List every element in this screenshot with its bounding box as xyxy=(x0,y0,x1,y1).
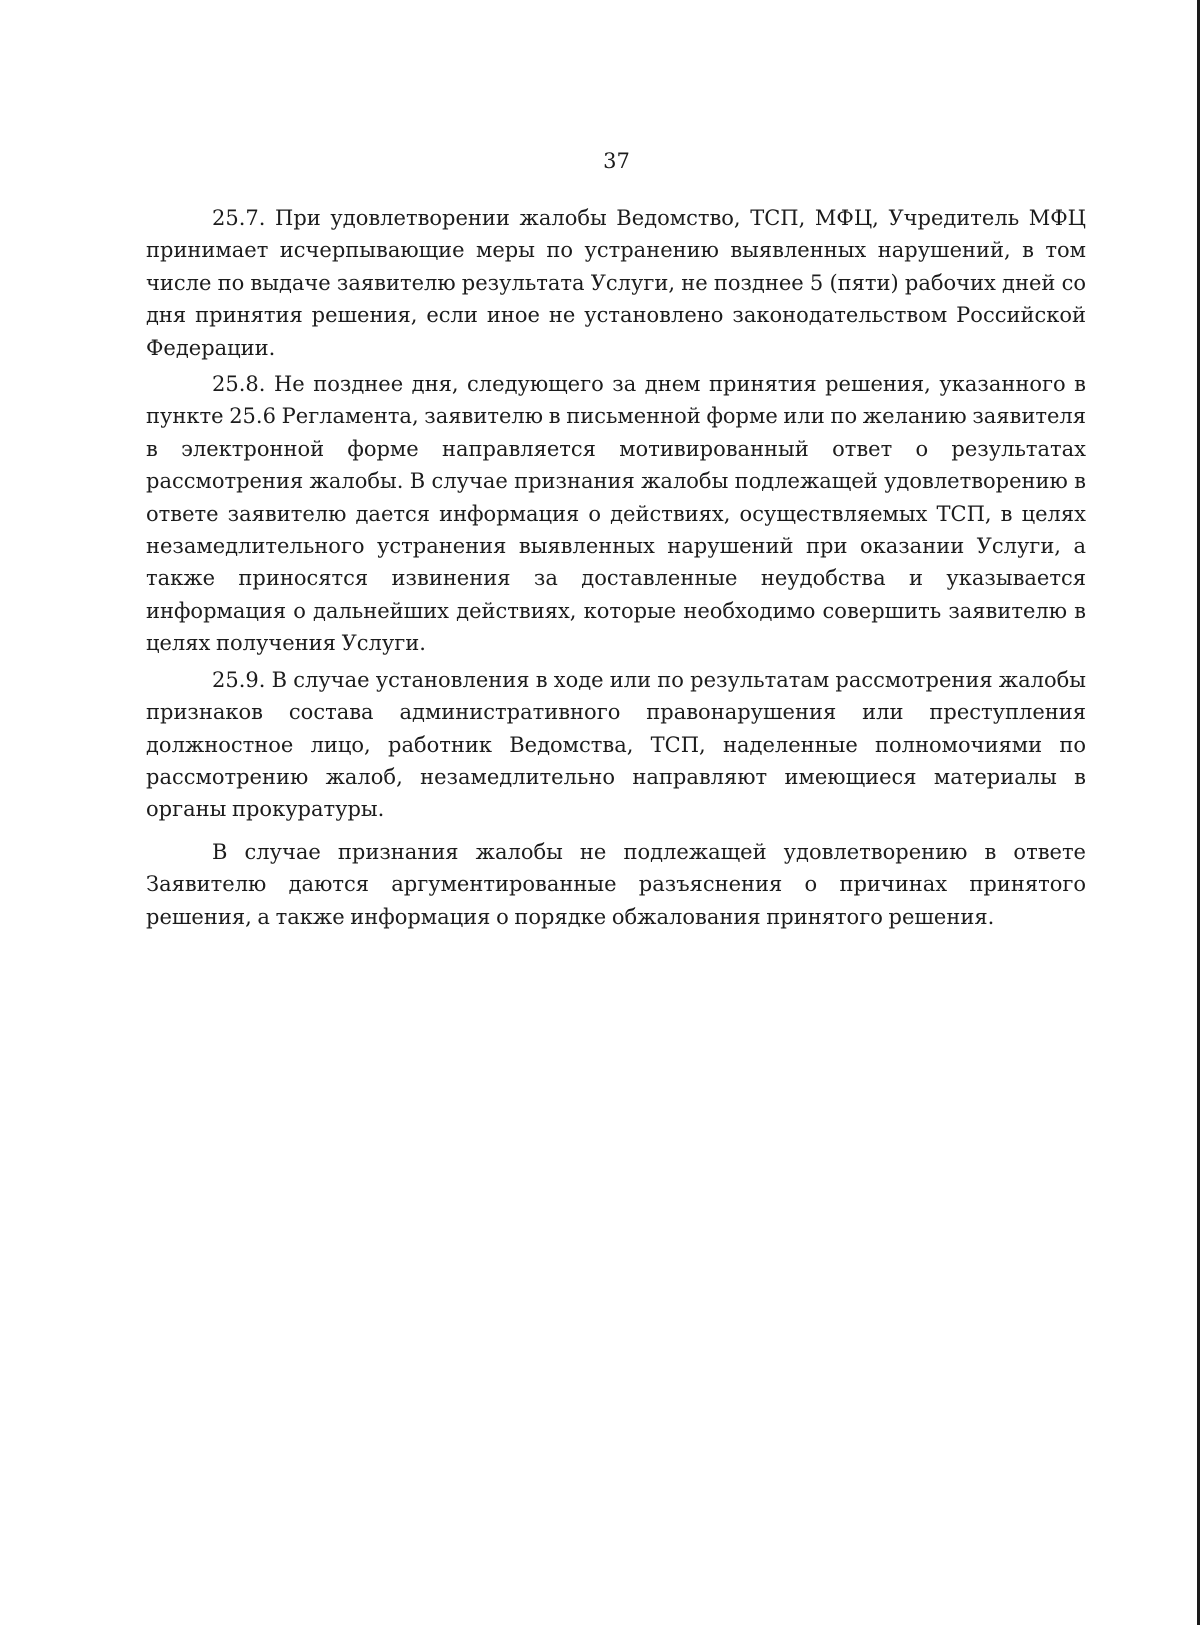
paragraph-25-9: 25.9. В случае установления в ходе или по результатам рассмотрения жалобы признаков состава административного правонарушения или преступления должностное лицо, работник Ведомства, ТСП, наделенные полномочиями по рассмотрению жалоб, незамедлительно направляют имеющиеся материалы в органы прокуратуры. xyxy=(146,667,1086,822)
paragraph-25-8: 25.8. Не позднее дня, следующего за днем принятия решения, указанного в пункте 25.6 Регламента, заявителю в письменной форме или по желанию заявителя в электронной форме направляется мотивированный ответ о результатах рассмотрения жалобы. В случае признания жалобы подлежащей удовлетворению в ответе заявителю дается информация о действиях, осуществляемых ТСП, в целях незамедлительного устранения выявленных нарушений при оказании Услуги, а также приносятся извинения за доставленные неудобства и указывается информация о дальнейших действиях, которые необходимо совершить заявителю в целях получения Услуги. xyxy=(146,372,1086,656)
paragraph-25-7: 25.7. При удовлетворении жалобы Ведомство, ТСП, МФЦ, Учредитель МФЦ принимает исчерпывающие меры по устранению выявленных нарушений, в том числе по выдаче заявителю результата Услуги, не позднее 5 (пяти) рабочих дней со дня принятия решения, если иное не установлено законодательством Российской Федерации. xyxy=(146,206,1086,360)
document-body xyxy=(146,202,1086,937)
page-number: 37 xyxy=(603,149,630,173)
paragraph-rejection: В случае признания жалобы не подлежащей удовлетворению в ответе Заявителю даются аргументированные разъяснения о причинах принятого решения, а также информация о порядке обжалования принятого решения. xyxy=(146,839,1086,929)
